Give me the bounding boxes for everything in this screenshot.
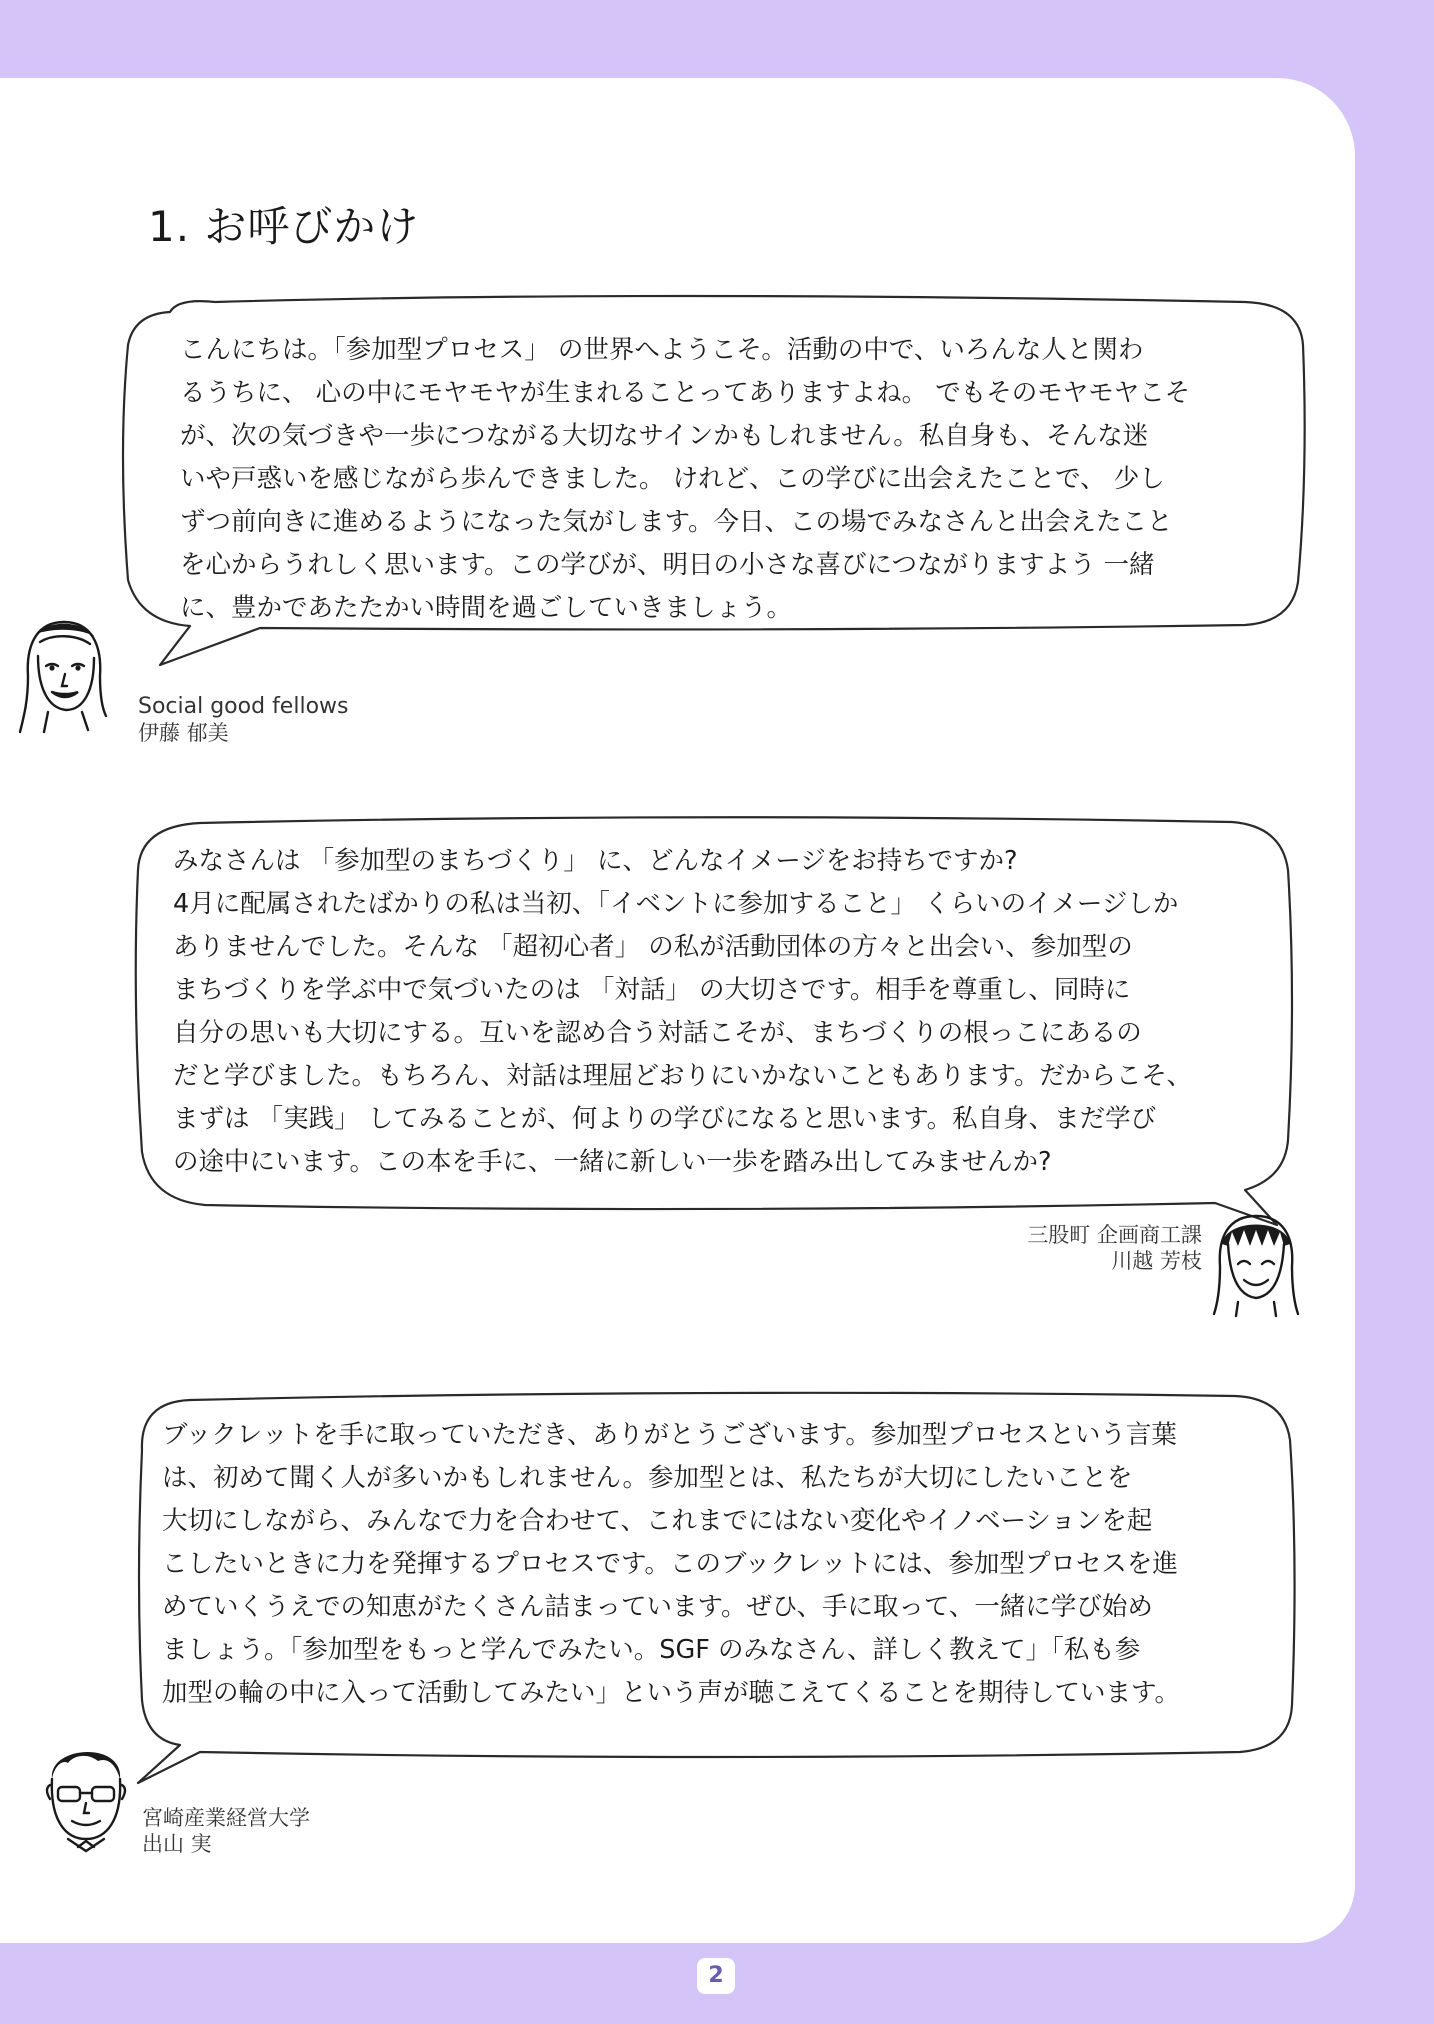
- message-2: [173, 840, 1192, 1184]
- woman-face-icon: [18, 616, 110, 738]
- signature-2: [1027, 1222, 1202, 1274]
- signature-name: 伊藤 郁美: [138, 721, 229, 745]
- message-line: 自分の思いも大切にする。互いを認め合う対話こそが、まちづくりの根っこにあるの: [173, 1018, 1142, 1048]
- message-line: ブックレットを手に取っていただき、ありがとうございます。参加型プロセスという言葉: [162, 1420, 1177, 1450]
- message-line: まずは 「実践」 してみることが、何よりの学びになると思います。私自身、まだ学び: [173, 1104, 1157, 1134]
- message-line: を心からうれしく思います。この学びが、明日の小さな喜びにつながりますよう 一緒: [180, 550, 1155, 580]
- message-line: ありませんでした。そんな 「超初心者」 の私が活動団体の方々と出会い、参加型の: [173, 932, 1133, 962]
- message-line: に、豊かであたたかい時間を過ごしていきましょう。: [180, 593, 793, 623]
- message-line: ずつ前向きに進めるようになった気がします。今日、この場でみなさんと出会えたこと: [180, 507, 1173, 537]
- message-line: こんにちは。「参加型プロセス」 の世界へようこそ。活動の中で、いろんな人と関わ: [180, 335, 1144, 365]
- message-line: 加型の輪の中に入って活動してみたい」という声が聴こえてくることを期待しています。: [162, 1678, 1180, 1708]
- page-number: 2: [708, 1963, 724, 1988]
- message-line: の途中にいます。この本を手に、一緒に新しい一歩を踏み出してみませんか?: [173, 1147, 1052, 1177]
- message-line: ましょう。「参加型をもっと学んでみたい。SGF のみなさん、詳しく教えて」「私も参: [162, 1635, 1141, 1665]
- page-title: 1. お呼びかけ: [148, 202, 420, 251]
- message-line: だと学びました。もちろん、対話は理屈どおりにいかないこともあります。だからこそ、: [173, 1061, 1192, 1091]
- message-line: いや戸惑いを感じながら歩んできました。 けれど、この学びに出会えたことで、 少し: [180, 464, 1165, 494]
- message-line: るうちに、 心の中にモヤモヤが生まれることってありますよね。 でもそのモヤモヤこそ: [180, 378, 1191, 408]
- girl-face-icon: [1208, 1210, 1304, 1320]
- message-line: が、次の気づきや一歩につながる大切なサインかもしれません。私自身も、そんな迷: [180, 421, 1149, 451]
- signature-1: [138, 694, 348, 746]
- message-line: こしたいときに力を発揮するプロセスです。このブックレットには、参加型プロセスを進: [162, 1549, 1178, 1579]
- message-3: [162, 1414, 1180, 1715]
- message-line: まちづくりを学ぶ中で気づいたのは 「対話」 の大切さです。相手を尊重し、同時に: [173, 975, 1131, 1005]
- signature-name: 川越 芳枝: [1111, 1249, 1202, 1273]
- message-line: みなさんは 「参加型のまちづくり」 に、どんなイメージをお持ちですか?: [173, 846, 1018, 876]
- message-1: [180, 329, 1190, 630]
- signature-org: Social good fellows: [138, 694, 349, 719]
- message-line: は、初めて聞く人が多いかもしれません。参加型とは、私たちが大切にしたいことを: [162, 1463, 1133, 1493]
- message-line: 4月に配属されたばかりの私は当初、「イベントに参加すること」 くらいのイメージしか: [173, 889, 1179, 919]
- signature-org: 三股町 企画商工課: [1027, 1223, 1202, 1247]
- signature-3: [142, 1805, 310, 1857]
- message-line: 大切にしながら、みんなで力を合わせて、これまでにはない変化やイノベーションを起: [162, 1506, 1153, 1536]
- signature-name: 出山 実: [142, 1832, 212, 1856]
- man-glasses-face-icon: [38, 1735, 134, 1857]
- message-line: めていくうえでの知恵がたくさん詰まっています。ぜひ、手に取って、一緒に学び始め: [162, 1592, 1153, 1622]
- signature-org: 宮崎産業経営大学: [142, 1806, 310, 1830]
- page-number-badge: [697, 1958, 735, 1994]
